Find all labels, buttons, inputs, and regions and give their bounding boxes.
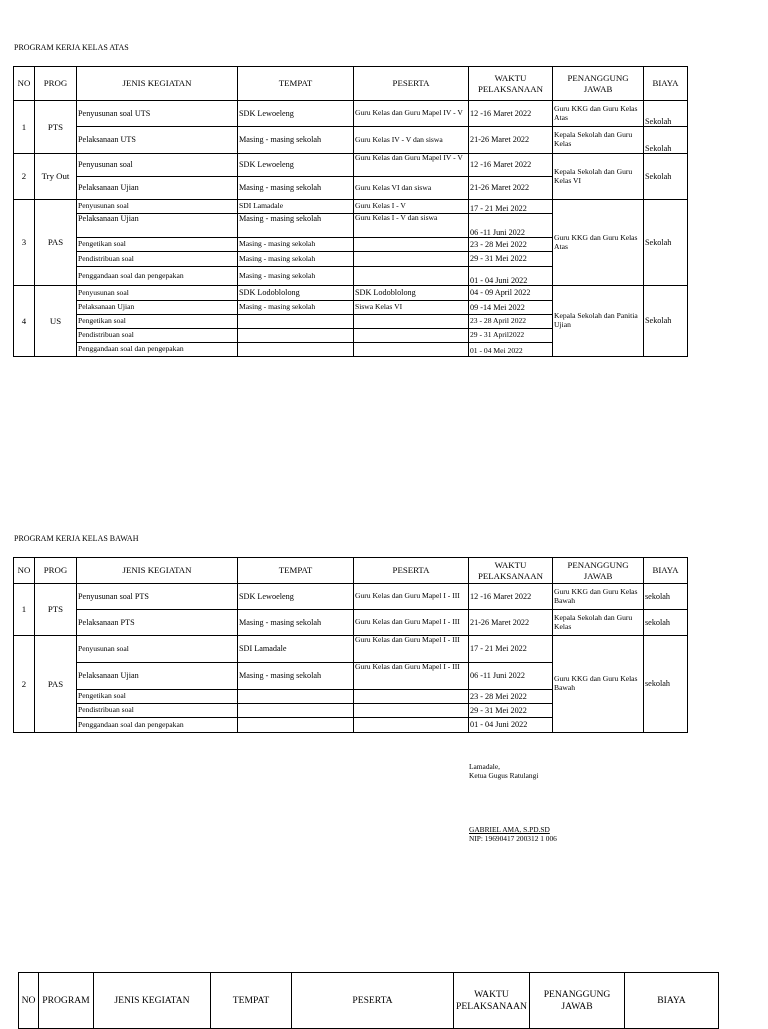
cell-waktu: 06 -11 Juni 2022 bbox=[469, 214, 553, 238]
cell-tempat: SDK Lewoeleng bbox=[238, 101, 354, 127]
cell-tempat: Masing - masing sekolah bbox=[238, 301, 354, 315]
cell-tempat: Masing - masing sekolah bbox=[238, 177, 354, 200]
cell-jenis: Penyusunan soal bbox=[77, 286, 238, 301]
cell-prog: Try Out bbox=[35, 154, 77, 200]
cell-no: 2 bbox=[14, 636, 35, 733]
section-title-kelas-atas: PROGRAM KERJA KELAS ATAS bbox=[14, 43, 129, 52]
cell-penanggung-jawab: Kepala Sekolah dan Guru Kelas bbox=[553, 127, 644, 154]
signature-block bbox=[469, 762, 538, 781]
cell-jenis: Pendistribuan soal bbox=[77, 704, 238, 718]
cell-tempat: Masing - masing sekolah bbox=[238, 252, 354, 267]
cell-waktu: 17 - 21 Mei 2022 bbox=[469, 636, 553, 663]
cell-biaya: Sekolah bbox=[644, 154, 688, 200]
table-row bbox=[14, 154, 688, 177]
table-header-row bbox=[14, 67, 688, 101]
cell-waktu: 09 -14 Mei 2022 bbox=[469, 301, 553, 315]
cell-penanggung-jawab: Kepala Sekolah dan Panitia Ujian bbox=[553, 286, 644, 357]
cell-tempat: SDI Lamadale bbox=[238, 636, 354, 663]
signature-nip: NIP: 19690417 200312 1 006 bbox=[469, 834, 557, 844]
cell-tempat bbox=[238, 690, 354, 704]
signature-name: GABRIEL AMA, S.PD.SD bbox=[469, 825, 550, 834]
header-biaya: BIAYA bbox=[644, 558, 688, 584]
cell-penanggung-jawab: Guru KKG dan Guru Kelas Atas bbox=[553, 200, 644, 286]
cell-jenis: Penggandaan soal dan pengepakan bbox=[77, 343, 238, 357]
cell-waktu: 29 - 31 April2022 bbox=[469, 329, 553, 343]
cell-peserta bbox=[354, 267, 469, 286]
cell-biaya: sekolah bbox=[644, 610, 688, 636]
cell-peserta: Guru Kelas dan Guru Mapel IV - V bbox=[354, 154, 469, 177]
cell-waktu: 21-26 Maret 2022 bbox=[469, 127, 553, 154]
cell-tempat: Masing - masing sekolah bbox=[238, 663, 354, 690]
cell-biaya: Sekolah bbox=[644, 200, 688, 286]
table-row bbox=[14, 200, 688, 214]
cell-jenis: Pelaksanaan Ujian bbox=[77, 301, 238, 315]
cell-waktu: 21-26 Maret 2022 bbox=[469, 610, 553, 636]
header-penanggung-jawab: PENANGGUNG JAWAB bbox=[553, 67, 644, 101]
header-peserta: PESERTA bbox=[354, 558, 469, 584]
cell-waktu: 12 -16 Maret 2022 bbox=[469, 101, 553, 127]
cell-jenis: Pendistribuan soal bbox=[77, 329, 238, 343]
cell-peserta: Guru Kelas dan Guru Mapel I - III bbox=[354, 636, 469, 663]
cell-peserta bbox=[354, 238, 469, 252]
cell-jenis: Pelaksanaan Ujian bbox=[77, 177, 238, 200]
cell-no: 2 bbox=[14, 154, 35, 200]
cell-peserta: Guru Kelas dan Guru Mapel I - III bbox=[354, 663, 469, 690]
cell-tempat: Masing - masing sekolah bbox=[238, 127, 354, 154]
header-prog: PROG bbox=[35, 67, 77, 101]
cell-tempat: SDI Lamadale bbox=[238, 200, 354, 214]
cell-peserta bbox=[354, 704, 469, 718]
cell-waktu: 01 - 04 Juni 2022 bbox=[469, 267, 553, 286]
header-tempat: TEMPAT bbox=[238, 558, 354, 584]
cell-peserta: Guru Kelas IV - V dan siswa bbox=[354, 127, 469, 154]
cell-jenis: Pengetikan soal bbox=[77, 690, 238, 704]
header-jenis-kegiatan: JENIS KEGIATAN bbox=[77, 67, 238, 101]
cell-no: 1 bbox=[14, 101, 35, 154]
header-tempat: TEMPAT bbox=[211, 973, 292, 1029]
cell-peserta: Guru Kelas VI dan siswa bbox=[354, 177, 469, 200]
cell-tempat: Masing - masing sekolah bbox=[238, 214, 354, 238]
cell-tempat: Masing - masing sekolah bbox=[238, 238, 354, 252]
cell-waktu: 29 - 31 Mei 2022 bbox=[469, 704, 553, 718]
header-waktu: WAKTU PELAKSANAAN bbox=[469, 67, 553, 101]
cell-waktu: 01 - 04 Mei 2022 bbox=[469, 343, 553, 357]
cell-biaya: Sekolah bbox=[644, 286, 688, 357]
header-peserta: PESERTA bbox=[292, 973, 454, 1029]
header-penanggung-jawab: PENANGGUNG JAWAB bbox=[553, 558, 644, 584]
cell-jenis: Pelaksanaan Ujian bbox=[77, 663, 238, 690]
cell-peserta bbox=[354, 690, 469, 704]
cell-jenis: Penyusunan soal bbox=[77, 636, 238, 663]
cell-waktu: 29 - 31 Mei 2022 bbox=[469, 252, 553, 267]
table-row bbox=[14, 286, 688, 301]
cell-no: 3 bbox=[14, 200, 35, 286]
cell-peserta: Guru Kelas I - V bbox=[354, 200, 469, 214]
cell-penanggung-jawab: Guru KKG dan Guru Kelas Atas bbox=[553, 101, 644, 127]
cell-peserta bbox=[354, 315, 469, 329]
cell-biaya: sekolah bbox=[644, 636, 688, 733]
cell-jenis: Penyusunan soal bbox=[77, 200, 238, 214]
cell-peserta bbox=[354, 718, 469, 733]
signature-role: Ketua Gugus Ratulangi bbox=[469, 771, 539, 781]
table-header-row bbox=[19, 973, 719, 1029]
header-no: NO bbox=[14, 67, 35, 101]
cell-penanggung-jawab: Kepala Sekolah dan Guru Kelas VI bbox=[553, 154, 644, 200]
cell-waktu: 01 - 04 Juni 2022 bbox=[469, 718, 553, 733]
cell-peserta: Siswa Kelas VI bbox=[354, 301, 469, 315]
cell-prog: US bbox=[35, 286, 77, 357]
table-row bbox=[14, 127, 688, 154]
cell-jenis: Penggandaan soal dan pengepakan bbox=[77, 267, 238, 286]
header-no: NO bbox=[19, 973, 39, 1029]
header-jenis-kegiatan: JENIS KEGIATAN bbox=[94, 973, 211, 1029]
cell-tempat bbox=[238, 343, 354, 357]
header-peserta: PESERTA bbox=[354, 67, 469, 101]
cell-tempat: Masing - masing sekolah bbox=[238, 610, 354, 636]
table-kelas-bawah bbox=[13, 557, 688, 733]
header-biaya: BIAYA bbox=[644, 67, 688, 101]
cell-peserta: Guru Kelas I - V dan siswa bbox=[354, 214, 469, 238]
header-no: NO bbox=[14, 558, 35, 584]
cell-no: 4 bbox=[14, 286, 35, 357]
cell-prog: PAS bbox=[35, 200, 77, 286]
cell-jenis: Penyusunan soal bbox=[77, 154, 238, 177]
table-row bbox=[14, 610, 688, 636]
table-header-row bbox=[14, 558, 688, 584]
cell-jenis: Pelaksanaan Ujian bbox=[77, 214, 238, 238]
table-row bbox=[14, 584, 688, 610]
cell-waktu: 23 - 28 Mei 2022 bbox=[469, 238, 553, 252]
table-kelas-atas bbox=[13, 66, 688, 357]
cell-jenis: Penyusunan soal UTS bbox=[77, 101, 238, 127]
cell-waktu: 12 -16 Maret 2022 bbox=[469, 154, 553, 177]
cell-biaya: Sekolah bbox=[644, 101, 688, 127]
cell-waktu: 17 - 21 Mei 2022 bbox=[469, 200, 553, 214]
cell-prog: PAS bbox=[35, 636, 77, 733]
cell-peserta bbox=[354, 343, 469, 357]
header-jenis-kegiatan: JENIS KEGIATAN bbox=[77, 558, 238, 584]
header-waktu: WAKTU PELAKSANAAN bbox=[454, 973, 530, 1029]
header-program: PROGRAM bbox=[39, 973, 94, 1029]
table-row bbox=[14, 101, 688, 127]
cell-no: 1 bbox=[14, 584, 35, 636]
header-biaya: BIAYA bbox=[625, 973, 719, 1029]
cell-waktu: 23 - 28 April 2022 bbox=[469, 315, 553, 329]
cell-tempat: SDK Lewoeleng bbox=[238, 154, 354, 177]
cell-jenis: Penggandaan soal dan pengepakan bbox=[77, 718, 238, 733]
cell-prog: PTS bbox=[35, 101, 77, 154]
table-row bbox=[14, 636, 688, 663]
header-waktu: WAKTU PELAKSANAAN bbox=[469, 558, 553, 584]
cell-tempat: SDK Lewoeleng bbox=[238, 584, 354, 610]
cell-tempat bbox=[238, 315, 354, 329]
cell-tempat bbox=[238, 718, 354, 733]
cell-tempat bbox=[238, 704, 354, 718]
header-penanggung-jawab: PENANGGUNG JAWAB bbox=[530, 973, 625, 1029]
signature-name-block bbox=[469, 825, 557, 844]
cell-peserta: SDK Lodoblolong bbox=[354, 286, 469, 301]
cell-tempat bbox=[238, 329, 354, 343]
section-title-kelas-bawah: PROGRAM KERJA KELAS BAWAH bbox=[14, 534, 139, 543]
cell-peserta bbox=[354, 252, 469, 267]
cell-jenis: Pengetikan soal bbox=[77, 238, 238, 252]
cell-peserta bbox=[354, 329, 469, 343]
cell-jenis: Pelaksanaan UTS bbox=[77, 127, 238, 154]
cell-jenis: Penyusunan soal PTS bbox=[77, 584, 238, 610]
header-tempat: TEMPAT bbox=[238, 67, 354, 101]
cell-waktu: 04 - 09 April 2022 bbox=[469, 286, 553, 301]
cell-jenis: Pelaksanaan PTS bbox=[77, 610, 238, 636]
table-partial bbox=[18, 972, 719, 1029]
cell-waktu: 21-26 Maret 2022 bbox=[469, 177, 553, 200]
cell-jenis: Pendistribuan soal bbox=[77, 252, 238, 267]
cell-waktu: 23 - 28 Mei 2022 bbox=[469, 690, 553, 704]
cell-biaya: Sekolah bbox=[644, 127, 688, 154]
cell-peserta: Guru Kelas dan Guru Mapel I - III bbox=[354, 610, 469, 636]
cell-peserta: Guru Kelas dan Guru Mapel IV - V bbox=[354, 101, 469, 127]
cell-penanggung-jawab: Guru KKG dan Guru Kelas Bawah bbox=[553, 584, 644, 610]
cell-jenis: Pengetikan soal bbox=[77, 315, 238, 329]
cell-biaya: sekolah bbox=[644, 584, 688, 610]
cell-tempat: SDK Lodoblolong bbox=[238, 286, 354, 301]
cell-penanggung-jawab: Guru KKG dan Guru Kelas Bawah bbox=[553, 636, 644, 733]
cell-peserta: Guru Kelas dan Guru Mapel I - III bbox=[354, 584, 469, 610]
cell-prog: PTS bbox=[35, 584, 77, 636]
signature-place: Lamadale, bbox=[469, 762, 500, 771]
header-prog: PROG bbox=[35, 558, 77, 584]
cell-penanggung-jawab: Kepala Sekolah dan Guru Kelas bbox=[553, 610, 644, 636]
cell-waktu: 06 -11 Juni 2022 bbox=[469, 663, 553, 690]
cell-waktu: 12 -16 Maret 2022 bbox=[469, 584, 553, 610]
cell-tempat: Masing - masing sekolah bbox=[238, 267, 354, 286]
